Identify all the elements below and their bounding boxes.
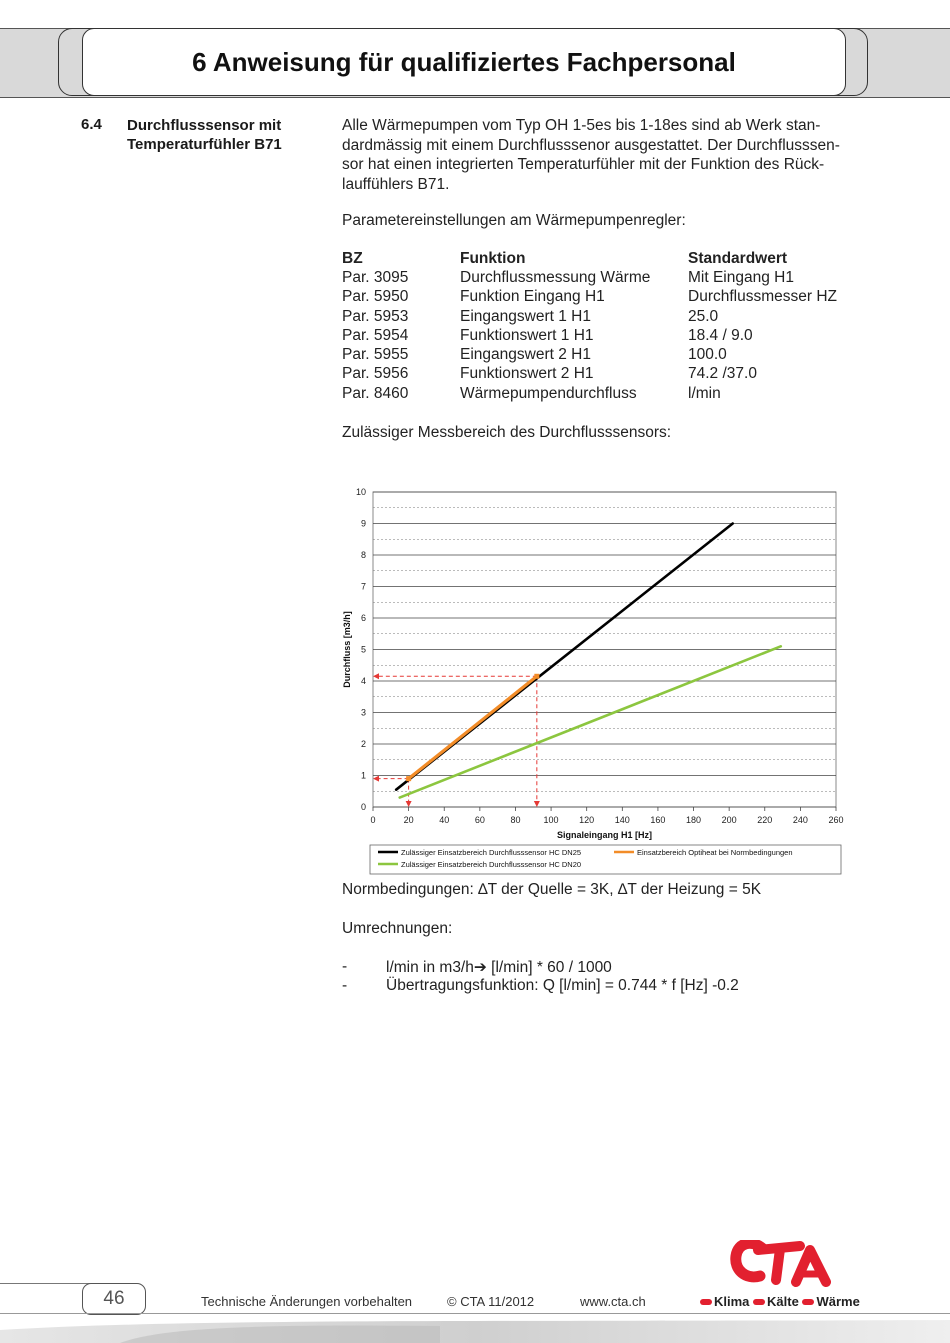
- table-cell: Durchflussmesser HZ: [688, 288, 837, 306]
- table-cell: Par. 5953: [342, 307, 409, 325]
- legend-entry: Zulässiger Einsatzbereich Durchflusssensor HC DN25: [401, 848, 582, 857]
- page-title: 6 Anweisung für qualifiziertes Fachpersonal: [192, 46, 736, 77]
- tag-kaelte: Kälte: [767, 1294, 799, 1309]
- x-tick-label: 260: [828, 815, 844, 825]
- column-header: BZ: [342, 249, 363, 267]
- table-row: [342, 268, 837, 287]
- list-dash: -: [342, 977, 348, 994]
- page-number: 46: [82, 1283, 146, 1315]
- table-cell: Par. 5954: [342, 326, 409, 344]
- legend-entry: Einsatzbereich Optiheat bei Normbedingungen: [637, 848, 793, 857]
- y-tick-label: 8: [360, 550, 366, 560]
- y-tick-label: 7: [360, 581, 366, 592]
- y-tick-label: 2: [360, 739, 366, 749]
- table-cell: Funktionswert 1 H1: [460, 326, 594, 344]
- y-tick-label: 1: [360, 770, 366, 781]
- section-title-line: Temperaturfühler B71: [127, 136, 282, 153]
- table-cell: Wärmepumpendurchfluss: [460, 384, 637, 402]
- x-tick-label: 200: [721, 815, 737, 825]
- table-cell: Par. 8460: [342, 384, 409, 402]
- x-tick-label: 140: [614, 815, 630, 825]
- table-row: [342, 288, 837, 307]
- table-cell: 100.0: [688, 346, 727, 364]
- table-cell: 25.0: [688, 307, 719, 325]
- section-title-line: Durchflusssensor mit: [127, 117, 282, 134]
- x-tick-label: 20: [403, 815, 414, 825]
- table-cell: l/min: [688, 384, 721, 402]
- column-header: Funktion: [460, 249, 526, 267]
- table-cell: Mit Eingang H1: [688, 268, 794, 286]
- params-intro: Parametereinstellungen am Wärmepumpenregler:: [342, 212, 686, 229]
- y-tick-label: 9: [360, 518, 366, 529]
- x-tick-label: 240: [792, 815, 808, 825]
- y-tick-label: 3: [360, 707, 366, 718]
- tag-klima: Klima: [714, 1294, 750, 1309]
- intro-line: sor hat einen integrierten Temperaturfühler mit der Funktion des Rück-: [342, 156, 825, 173]
- footer-swoosh: [0, 1318, 950, 1343]
- y-tick-label: 4: [360, 676, 366, 686]
- x-tick-label: 40: [439, 815, 450, 825]
- x-tick-label: 180: [686, 815, 702, 825]
- y-tick-label: 0: [360, 802, 366, 812]
- table-cell: Funktionswert 2 H1: [460, 365, 594, 383]
- footer-divider: [0, 1313, 950, 1314]
- table-cell: Eingangswert 2 H1: [460, 346, 591, 364]
- footer-rule: [0, 1283, 90, 1314]
- conversion-text: [386, 958, 612, 977]
- table-header-row: [342, 249, 837, 268]
- x-tick-label: 60: [474, 815, 485, 825]
- section-title: [127, 116, 327, 154]
- series-marker: [534, 674, 539, 679]
- tag-dot: [700, 1299, 712, 1305]
- flow-chart: [333, 478, 849, 876]
- table-row: [342, 365, 837, 384]
- list-dash: -: [342, 958, 348, 975]
- table-row: [342, 326, 837, 345]
- intro-line: dardmässig mit einem Durchflusssenor ausgestattet. Der Durchflusssen-: [342, 136, 840, 154]
- x-tick-label: 0: [370, 815, 376, 825]
- table-cell: Par. 5950: [342, 288, 409, 306]
- y-axis-label: Durchfluss [m3/h]: [342, 611, 352, 688]
- norm-conditions: Normbedingungen: ∆T der Quelle = 3K, ∆T der Heizung = 5K: [342, 881, 762, 898]
- x-axis-label: Signaleingang H1 [Hz]: [556, 830, 653, 840]
- tag-waerme: Wärme: [816, 1294, 860, 1309]
- y-tick-label: 5: [360, 644, 366, 655]
- tag-dot: [802, 1299, 814, 1305]
- table-cell: Par. 5956: [342, 365, 409, 383]
- conversions-title: Umrechnungen:: [342, 920, 453, 937]
- x-tick-label: 220: [757, 815, 773, 825]
- table-cell: 18.4 / 9.0: [688, 326, 753, 344]
- table-cell: Par. 3095: [342, 268, 409, 286]
- arrow-icon: ➔: [473, 959, 487, 976]
- logo-tagline: [700, 1294, 860, 1309]
- legend-entry: Zulässiger Einsatzbereich Durchflusssensor HC DN20: [401, 860, 582, 869]
- table-cell: Durchflussmessung Wärme: [460, 268, 651, 286]
- x-tick-label: 100: [543, 815, 559, 825]
- intro-paragraph: [342, 116, 842, 194]
- series-marker: [406, 776, 411, 781]
- table-cell: 74.2 /37.0: [688, 365, 757, 383]
- section-number: 6.4: [81, 116, 102, 133]
- conversion-text: Übertragungsfunktion: Q [l/min] = 0.744 * f [Hz] -0.2: [386, 977, 739, 994]
- parameter-table: [342, 249, 837, 403]
- footer-copyright: © CTA 11/2012: [447, 1294, 535, 1309]
- conversion-suffix: [l/min] * 60 / 1000: [486, 959, 612, 976]
- range-intro: Zulässiger Messbereich des Durchflusssensors:: [342, 424, 672, 441]
- x-tick-label: 160: [650, 815, 666, 825]
- y-tick-label: 6: [360, 613, 366, 623]
- column-header: Standardwert: [688, 249, 788, 267]
- tag-dot: [753, 1299, 765, 1305]
- intro-line: lauffühlers B71.: [342, 175, 450, 193]
- x-tick-label: 80: [510, 815, 521, 825]
- table-row: [342, 345, 837, 364]
- table-cell: Par. 5955: [342, 346, 409, 364]
- footer-website: www.cta.ch: [580, 1294, 646, 1309]
- table-row: [342, 384, 837, 403]
- conversion-prefix: l/min in m3/h: [386, 959, 474, 976]
- header-title-box: [82, 28, 846, 96]
- cta-logo: [700, 1240, 850, 1292]
- table-cell: Funktion Eingang H1: [460, 288, 605, 306]
- table-row: [342, 307, 837, 326]
- footer-notice: Technische Änderungen vorbehalten: [201, 1294, 413, 1309]
- table-cell: Eingangswert 1 H1: [460, 307, 591, 325]
- x-tick-label: 120: [579, 815, 595, 825]
- intro-line: Alle Wärmepumpen vom Typ OH 1-5es bis 1-18es sind ab Werk stan-: [342, 117, 821, 134]
- y-tick-label: 10: [355, 487, 366, 497]
